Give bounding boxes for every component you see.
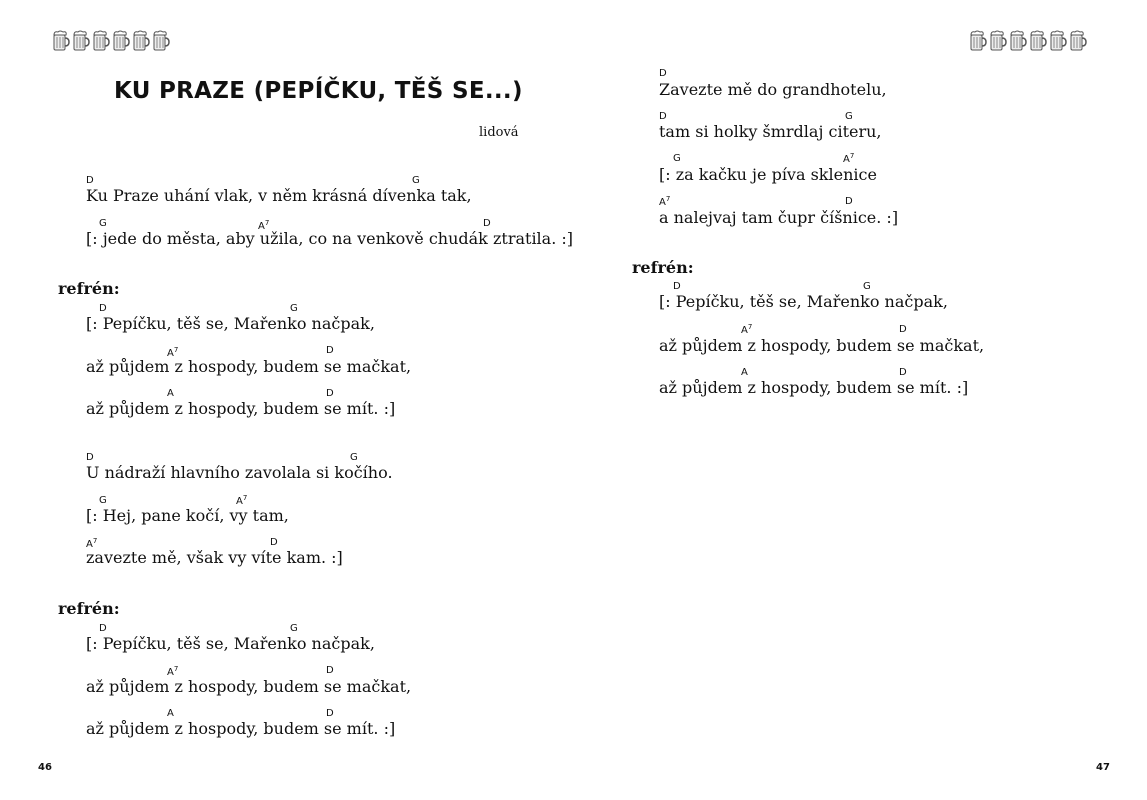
beer-mug-icon [1009,30,1027,52]
refren-label: refrén: [58,599,120,618]
lyric-line: [: Hej, pane kočí, vy tam, [86,506,289,525]
chord-marker: $A^7$ [86,537,98,550]
chord-marker: D [99,623,107,634]
lyric-line: až půjdem z hospody, budem se mít. :] [659,378,969,397]
beer-mug-icon [989,30,1007,52]
beer-mug-icon [1069,30,1087,52]
chord-marker: D [99,303,107,314]
beer-mug-icon [1029,30,1047,52]
lyric-line: až půjdem z hospody, budem se mačkat, [86,677,412,696]
beer-mug-icon [52,30,70,52]
chord-marker: G [412,175,420,186]
right-mug-row [969,30,1087,52]
song-author: lidová [479,125,519,140]
lyric-line: až půjdem z hospody, budem se mít. :] [86,399,396,418]
beer-mug-icon [92,30,110,52]
page-number-right: 47 [1096,762,1110,773]
lyric-line: až půjdem z hospody, budem se mačkat, [86,357,412,376]
chord-marker: $A^7$ [741,323,753,336]
chord-marker: D [845,196,853,207]
lyric-line: [: jede do města, aby užila, co na venkově chudák ztratila. :] [86,229,574,248]
chord-marker: $A^7$ [167,346,179,359]
chord-marker: D [86,175,94,186]
chord-marker: G [290,623,298,634]
chord-marker: $A^7$ [258,219,270,232]
beer-mug-icon [112,30,130,52]
lyric-line: [: Pepíčku, těš se, Mařenko načpak, [86,634,375,653]
chord-marker: A [167,708,174,719]
beer-mug-icon [152,30,170,52]
beer-mug-icon [72,30,90,52]
chord-marker: $A^7$ [843,152,855,165]
lyric-line: Ku Praze uhání vlak, v něm krásná dívenka tak, [86,186,472,205]
chord-marker: D [326,388,334,399]
chord-marker: D [899,367,907,378]
lyric-line: [: Pepíčku, těš se, Mařenko načpak, [659,292,948,311]
page-number-left: 46 [38,762,52,773]
chord-marker: D [86,452,94,463]
chord-marker: $A^7$ [659,195,671,208]
chord-marker: G [863,281,871,292]
chord-marker: D [483,218,491,229]
chord-marker: D [326,345,334,356]
chord-marker: $A^7$ [236,494,248,507]
chord-marker: G [350,452,358,463]
beer-mug-icon [132,30,150,52]
beer-mug-icon [1049,30,1067,52]
lyric-line: tam si holky šmrdlaj citeru, [659,122,882,141]
chord-marker: G [99,218,107,229]
chord-marker: D [659,111,667,122]
lyric-line: až půjdem z hospody, budem se mít. :] [86,719,396,738]
beer-mug-icon [969,30,987,52]
left-mug-row [52,30,170,52]
chord-marker: D [673,281,681,292]
chord-marker: G [99,495,107,506]
chord-marker: G [673,153,681,164]
lyric-line: až půjdem z hospody, budem se mačkat, [659,336,985,355]
chord-marker: D [326,708,334,719]
lyric-line: [: za kačku je píva sklenice [659,165,877,184]
lyric-line: a nalejvaj tam čupr číšnice. :] [659,208,899,227]
chord-marker: G [290,303,298,314]
refren-label: refrén: [58,279,120,298]
chord-marker: D [270,537,278,548]
chord-marker: D [326,665,334,676]
chord-marker: D [659,68,667,79]
chord-marker: D [899,324,907,335]
song-title: KU PRAZE (PEPÍČKU, TĚŠ SE...) [114,78,523,104]
refren-label: refrén: [632,258,694,277]
chord-marker: A [741,367,748,378]
chord-marker: $A^7$ [167,665,179,678]
lyric-line: Zavezte mě do grandhotelu, [659,80,887,99]
chord-marker: A [167,388,174,399]
lyric-line: U nádraží hlavního zavolala si kočího. [86,463,393,482]
lyric-line: [: Pepíčku, těš se, Mařenko načpak, [86,314,375,333]
lyric-line: zavezte mě, však vy víte kam. :] [86,548,343,567]
chord-marker: G [845,111,853,122]
